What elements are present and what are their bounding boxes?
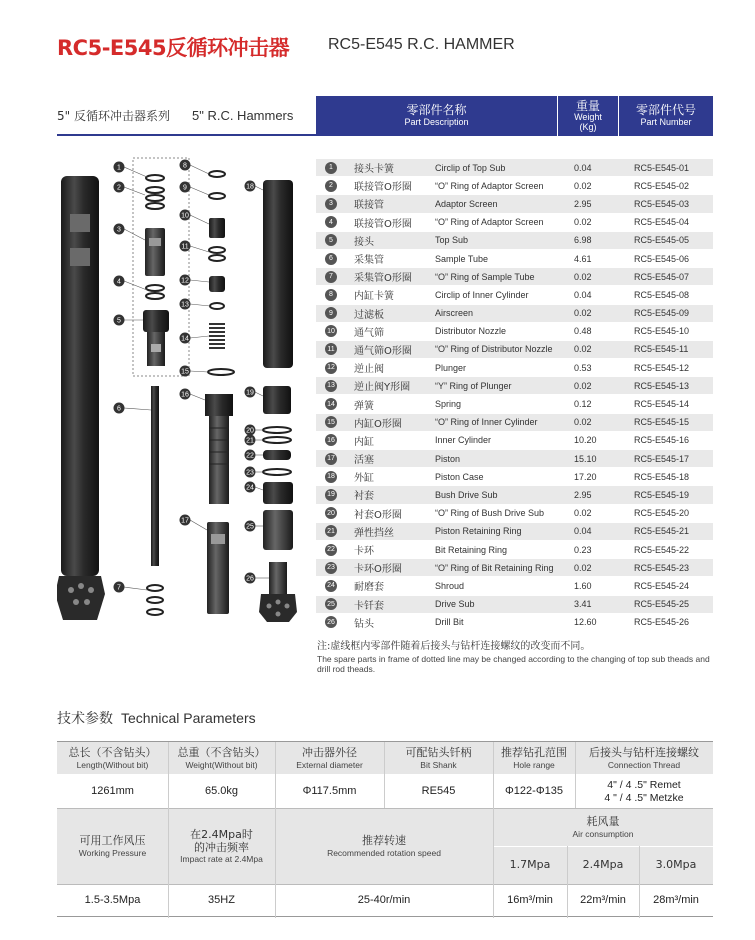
part-name-cn: 弹簧 (354, 400, 374, 412)
part-4-oring (146, 285, 164, 299)
part-code: RC5-E545-24 (634, 580, 690, 591)
callout-17 (180, 515, 191, 526)
part-25-drive-sub (263, 510, 293, 550)
svg-text:12: 12 (181, 277, 189, 285)
part-name-cn: 采集管 (354, 255, 384, 267)
part-row (316, 232, 713, 250)
callout-18 (245, 181, 256, 192)
part-name-cn: 内缸卡簧 (354, 291, 394, 303)
header-part-number: 零部件代号 Part Number (635, 103, 696, 127)
callout-6 (114, 403, 125, 414)
part-name-en: Piston (435, 453, 461, 464)
tech-header-0: 总长（不含钻头） Length(Without bit) (57, 742, 168, 774)
svg-text:8: 8 (183, 162, 187, 170)
part-24-shroud (263, 482, 293, 504)
part-9-airscreen (209, 193, 225, 199)
part-name-en: Bush Drive Sub (435, 489, 498, 500)
part-row (316, 559, 713, 577)
part-12-plunger (209, 276, 225, 292)
header-part-description: 零部件名称 Part Description (404, 103, 469, 127)
part-weight: 1.60 (574, 580, 592, 591)
series-cn: 5" 反循环冲击器系列 (57, 108, 170, 123)
part-weight: 6.98 (574, 235, 592, 246)
header-air-pressure-1: 1.7Mpa (493, 846, 567, 884)
part-weight: 0.02 (574, 417, 592, 428)
part-code: RC5-E545-05 (634, 235, 690, 246)
part-name-cn: 联接管 (354, 200, 384, 212)
part-row (316, 268, 713, 286)
part-name-cn: 通气筛O形圈 (354, 345, 412, 357)
part-name-en: Circlip of Inner Cylinder (435, 289, 529, 300)
svg-text:4: 4 (117, 278, 121, 286)
series-en: 5" R.C. Hammers (191, 107, 294, 123)
callout-23 (245, 467, 256, 478)
part-code: RC5-E545-04 (634, 217, 690, 228)
callout-15 (180, 366, 191, 377)
tech-value-connection-thread: 4" / 4 .5" Remet 4 " / 4 .5" Metzke (604, 778, 684, 804)
part-number-badge: 14 (325, 398, 337, 410)
part-code: RC5-E545-02 (634, 180, 690, 191)
part-row (316, 305, 713, 323)
part-row (316, 614, 713, 632)
part-code: RC5-E545-08 (634, 289, 690, 300)
part-name-en: “O” Ring of Bush Drive Sub (435, 508, 545, 519)
part-weight: 0.04 (574, 289, 592, 300)
svg-text:3: 3 (117, 226, 121, 234)
svg-text:1: 1 (117, 164, 121, 172)
part-name-en: Distributor Nozzle (435, 326, 507, 337)
header-working-pressure: 可用工作风压 Working Pressure (57, 808, 168, 884)
part-weight: 10.20 (574, 435, 597, 446)
part-name-cn: 过滤板 (354, 309, 384, 321)
part-row (316, 359, 713, 377)
part-number-badge: 11 (325, 343, 337, 355)
part-number-badge: 17 (325, 453, 337, 465)
part-number-badge: 3 (325, 198, 337, 210)
part-name-en: “O” Ring of Bit Retaining Ring (435, 562, 554, 573)
part-code: RC5-E545-12 (634, 362, 690, 373)
callout-22 (245, 450, 256, 461)
callout-2 (114, 182, 125, 193)
part-code: RC5-E545-11 (634, 344, 689, 355)
part-code: RC5-E545-23 (634, 562, 690, 573)
part-number-badge: 10 (325, 325, 337, 337)
tech-title (57, 708, 256, 728)
part-weight: 0.12 (574, 399, 592, 410)
tech-header-3: 可配钻头钎柄 Bit Shank (384, 742, 493, 774)
callout-16 (180, 389, 191, 400)
part-name-en: Shroud (435, 580, 465, 591)
part-name-en: “O” Ring of Sample Tube (435, 271, 535, 282)
part-row (316, 286, 713, 304)
part-name-cn: 钻头 (354, 618, 374, 630)
part-14-spring (209, 324, 225, 348)
part-row (316, 159, 713, 177)
part-row (316, 341, 713, 359)
tech-value-0: 1261mm (91, 784, 134, 797)
part-number-badge: 24 (325, 580, 337, 592)
svg-text:10: 10 (181, 212, 189, 220)
svg-text:6: 6 (117, 405, 121, 413)
part-row (316, 432, 713, 450)
callout-21 (245, 435, 256, 446)
part-code: RC5-E545-21 (634, 526, 690, 537)
assembled-hammer (57, 176, 105, 620)
part-number-badge: 22 (325, 544, 337, 556)
value-rotation-speed: 25-40r/min (357, 894, 411, 907)
callout-9 (180, 182, 191, 193)
part-name-cn: 内缸O形圈 (354, 418, 402, 430)
svg-text:9: 9 (183, 184, 187, 192)
value-air-1: 16m³/min (507, 894, 553, 907)
callout-14 (180, 333, 191, 344)
svg-text:20: 20 (246, 427, 254, 435)
exploded-drawing (57, 150, 315, 630)
part-code: RC5-E545-17 (634, 453, 690, 464)
note-en: The spare parts in frame of dotted line may be changed according to the changing of top sub theads and drill rod theads. (317, 653, 710, 675)
callout-25 (245, 521, 256, 532)
part-code: RC5-E545-10 (634, 326, 690, 337)
callout-10 (180, 210, 191, 221)
part-row (316, 395, 713, 413)
svg-text:14: 14 (181, 335, 189, 343)
part-code: RC5-E545-16 (634, 435, 690, 446)
part-row (316, 414, 713, 432)
part-2-orings (146, 187, 164, 209)
part-name-en: “O” Ring of Adaptor Screen (435, 217, 544, 228)
part-21-retaining-ring (263, 437, 291, 443)
part-weight: 0.53 (574, 362, 592, 373)
part-16-inner-cylinder (205, 394, 233, 504)
svg-text:25: 25 (246, 523, 254, 531)
tech-value-3: RE545 (421, 784, 456, 797)
parts-table-header (316, 96, 713, 136)
part-number-badge: 16 (325, 434, 337, 446)
svg-text:21: 21 (246, 437, 254, 445)
part-name-en: Top Sub (435, 235, 469, 246)
part-number-badge: 20 (325, 507, 337, 519)
part-weight: 0.02 (574, 217, 592, 228)
part-number-badge: 15 (325, 416, 337, 428)
part-weight: 0.23 (574, 544, 592, 555)
part-code: RC5-E545-07 (634, 271, 690, 282)
part-name-en: “Y” Ring of Plunger (435, 380, 512, 391)
svg-text:11: 11 (181, 243, 189, 251)
part-row (316, 323, 713, 341)
callout-5 (114, 315, 125, 326)
tech-header-2: 冲击器外径 External diameter (275, 742, 384, 774)
value-working-pressure: 1.5-3.5Mpa (84, 894, 141, 907)
part-name-en: Piston Case (435, 471, 484, 482)
part-weight: 0.02 (574, 271, 592, 282)
svg-text:23: 23 (246, 469, 254, 477)
value-air-2: 22m³/min (580, 894, 626, 907)
callout-26 (245, 573, 256, 584)
part-name-cn: 接头 (354, 236, 374, 248)
part-26-drill-bit (259, 562, 297, 622)
part-number-badge: 18 (325, 471, 337, 483)
part-name-cn: 衬套 (354, 491, 374, 503)
callout-1 (114, 162, 125, 173)
part-number-badge: 1 (325, 162, 337, 174)
part-5-top-sub (143, 310, 169, 366)
tech-title-cn: 技术参数 (57, 711, 113, 727)
part-weight: 0.04 (574, 526, 592, 537)
svg-text:13: 13 (181, 301, 189, 309)
part-name-en: Airscreen (435, 308, 474, 319)
part-11-oring (209, 247, 225, 261)
part-weight: 12.60 (574, 617, 597, 628)
part-7-orings (147, 585, 163, 615)
header-weight: 重量 Weight (Kg) (574, 98, 602, 132)
part-weight: 0.02 (574, 380, 592, 391)
part-name-cn: 卡钎套 (354, 600, 384, 612)
part-code: RC5-E545-13 (634, 380, 690, 391)
part-row (316, 377, 713, 395)
part-number-badge: 25 (325, 598, 337, 610)
part-weight: 0.48 (574, 326, 592, 337)
part-weight: 0.02 (574, 308, 592, 319)
part-code: RC5-E545-25 (634, 599, 690, 610)
callout-4 (114, 276, 125, 287)
part-weight: 15.10 (574, 453, 597, 464)
part-name-cn: 耐磨套 (354, 582, 384, 594)
part-code: RC5-E545-22 (634, 544, 690, 555)
note (317, 641, 717, 675)
part-code: RC5-E545-03 (634, 198, 690, 209)
tech-value-4: Φ122-Φ135 (505, 784, 563, 797)
part-name-en: Inner Cylinder (435, 435, 492, 446)
part-20-oring (263, 427, 291, 433)
header-impact-rate: 在2.4Mpa时 的冲击频率 Impact rate at 2.4Mpa (168, 808, 275, 884)
part-name-en: Spring (435, 399, 462, 410)
part-row (316, 523, 713, 541)
page-title-cn: RC5-E545反循环冲击器 (57, 36, 290, 60)
part-weight: 2.95 (574, 198, 592, 209)
part-number-badge: 9 (325, 307, 337, 319)
part-row (316, 450, 713, 468)
header-air-pressure-2: 2.4Mpa (567, 846, 639, 884)
part-3-adaptor-screen (145, 228, 165, 276)
part-code: RC5-E545-06 (634, 253, 690, 264)
part-weight: 3.41 (574, 599, 592, 610)
part-weight: 0.02 (574, 562, 592, 573)
part-weight: 2.95 (574, 489, 592, 500)
part-row (316, 505, 713, 523)
svg-text:5: 5 (117, 317, 121, 325)
part-row (316, 486, 713, 504)
part-code: RC5-E545-15 (634, 417, 690, 428)
callout-24 (245, 482, 256, 493)
svg-text:18: 18 (246, 183, 254, 191)
part-number-badge: 26 (325, 616, 337, 628)
part-13-yring (210, 303, 224, 309)
part-name-cn: 卡环O形圈 (354, 564, 402, 576)
parts-table (316, 159, 713, 632)
part-weight: 0.02 (574, 344, 592, 355)
svg-text:19: 19 (246, 389, 254, 397)
part-weight: 4.61 (574, 253, 592, 264)
page-title-en: RC5-E545 R.C. HAMMER (328, 36, 515, 53)
part-name-en: Plunger (435, 362, 467, 373)
callout-13 (180, 299, 191, 310)
part-code: RC5-E545-01 (634, 162, 690, 173)
callout-7 (114, 582, 125, 593)
part-18-piston-case (263, 180, 293, 368)
part-22-bit-ring (263, 450, 291, 460)
tech-title-en: Technical Parameters (121, 710, 256, 726)
part-name-cn: 联接管O形圈 (354, 218, 412, 230)
part-number-badge: 2 (325, 180, 337, 192)
svg-text:2: 2 (117, 184, 121, 192)
part-weight: 0.04 (574, 162, 592, 173)
part-row (316, 250, 713, 268)
part-number-badge: 21 (325, 525, 337, 537)
part-number-badge: 7 (325, 271, 337, 283)
part-name-cn: 接头卡簧 (354, 164, 394, 176)
part-number-badge: 19 (325, 489, 337, 501)
part-weight: 0.02 (574, 508, 592, 519)
part-code: RC5-E545-14 (634, 399, 690, 410)
part-number-badge: 4 (325, 216, 337, 228)
part-number-badge: 8 (325, 289, 337, 301)
part-number-badge: 23 (325, 562, 337, 574)
part-name-en: “O” Ring of Distributor Nozzle (435, 344, 553, 355)
part-name-en: Piston Retaining Ring (435, 526, 522, 537)
part-name-en: Sample Tube (435, 253, 489, 264)
part-name-en: “O” Ring of Inner Cylinder (435, 417, 538, 428)
svg-text:26: 26 (246, 575, 254, 583)
header-air-consumption: 耗风量 Air consumption (493, 808, 713, 846)
callout-12 (180, 275, 191, 286)
part-weight: 0.02 (574, 180, 592, 191)
part-1-circlip (146, 175, 164, 181)
part-row (316, 195, 713, 213)
part-name-en: Drive Sub (435, 599, 475, 610)
part-23-oring (263, 469, 291, 475)
part-row (316, 541, 713, 559)
svg-text:16: 16 (181, 391, 189, 399)
part-19-bush (263, 386, 291, 414)
part-name-cn: 通气筛 (354, 327, 384, 339)
part-name-en: “O” Ring of Adaptor Screen (435, 180, 544, 191)
part-6-sample-tube (151, 386, 159, 566)
tech-header-5: 后接头与钻杆连接螺纹 Connection Thread (575, 742, 713, 774)
part-name-cn: 联接管O形圈 (354, 182, 412, 194)
callout-3 (114, 224, 125, 235)
part-row (316, 214, 713, 232)
tech-header-4: 推荐钻孔范围 Hole range (493, 742, 575, 774)
part-8-circlip (209, 171, 225, 177)
part-name-en: Adaptor Screen (435, 198, 498, 209)
part-17-piston (207, 522, 229, 614)
svg-text:7: 7 (117, 584, 121, 592)
tech-header-1: 总重（不含钻头） Weight(Without bit) (168, 742, 275, 774)
svg-text:22: 22 (246, 452, 254, 460)
part-name-cn: 内缸 (354, 436, 374, 448)
part-10-distributor (209, 218, 225, 238)
part-row (316, 177, 713, 195)
part-name-en: Bit Retaining Ring (435, 544, 508, 555)
part-name-cn: 采集管O形圈 (354, 273, 412, 285)
part-number-badge: 6 (325, 253, 337, 265)
value-air-3: 28m³/min (653, 894, 699, 907)
part-name-cn: 逆止阀Y形圈 (354, 382, 411, 394)
callout-11 (180, 241, 191, 252)
part-number-badge: 5 (325, 234, 337, 246)
value-impact-rate: 35HZ (208, 894, 235, 907)
note-cn: 注:虚线框内零部件随着后接头与钻杆连接螺纹的改变而不同。 (317, 641, 591, 652)
part-code: RC5-E545-19 (634, 489, 690, 500)
part-name-cn: 弹性挡丝 (354, 527, 394, 539)
callout-20 (245, 425, 256, 436)
part-number-badge: 13 (325, 380, 337, 392)
tech-value-2: Φ117.5mm (302, 784, 357, 797)
part-row (316, 468, 713, 486)
part-15-oring (208, 369, 234, 375)
part-number-badge: 12 (325, 362, 337, 374)
part-name-cn: 逆止阀 (354, 364, 384, 376)
tech-params-table (57, 741, 713, 917)
series-label (57, 96, 316, 136)
part-row (316, 577, 713, 595)
part-code: RC5-E545-18 (634, 471, 690, 482)
part-code: RC5-E545-09 (634, 308, 690, 319)
part-row (316, 596, 713, 614)
part-name-en: Circlip of Top Sub (435, 162, 506, 173)
svg-text:15: 15 (181, 368, 189, 376)
part-name-cn: 衬套O形圈 (354, 509, 402, 521)
header-rotation-speed: 推荐转速 Recommended rotation speed (275, 808, 493, 884)
svg-text:24: 24 (246, 484, 254, 492)
part-code: RC5-E545-20 (634, 508, 690, 519)
svg-text:17: 17 (181, 517, 189, 525)
part-name-en: Drill Bit (435, 617, 464, 628)
tech-value-1: 65.0kg (204, 784, 239, 797)
part-name-cn: 卡环 (354, 546, 374, 558)
part-name-cn: 外缸 (354, 473, 374, 485)
part-code: RC5-E545-26 (634, 617, 690, 628)
callout-8 (180, 160, 191, 171)
header-air-pressure-3: 3.0Mpa (639, 846, 713, 884)
callout-19 (245, 387, 256, 398)
part-weight: 17.20 (574, 471, 597, 482)
part-name-cn: 活塞 (354, 455, 374, 467)
